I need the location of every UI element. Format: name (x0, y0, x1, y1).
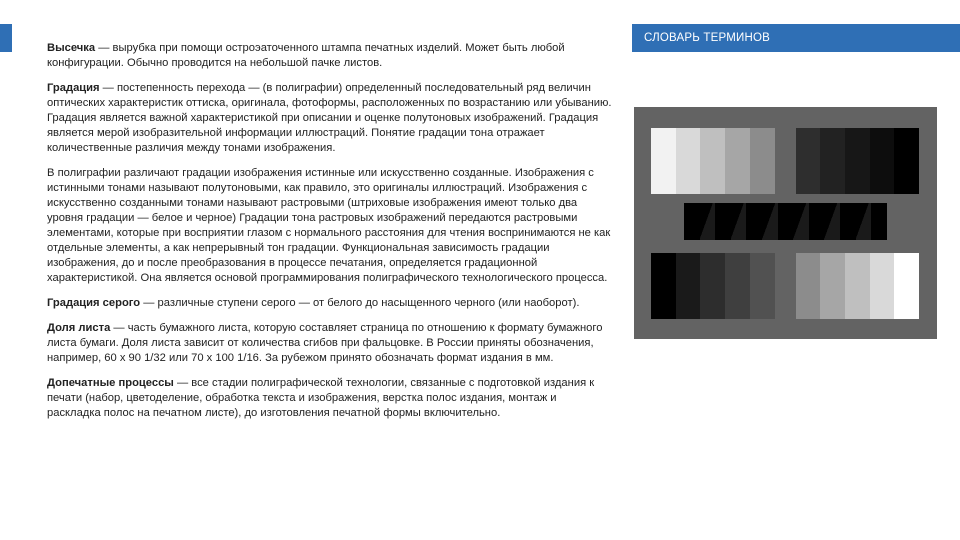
stripe-band (762, 203, 778, 240)
glossary-term: Градация (47, 82, 100, 94)
gray-step (870, 253, 895, 319)
gray-step (796, 128, 821, 194)
gray-step (870, 128, 895, 194)
glossary-entry (47, 321, 612, 366)
gray-step (894, 253, 919, 319)
glossary-entry (47, 376, 612, 421)
gray-step (845, 128, 870, 194)
gray-step (845, 253, 870, 319)
stripe-band (700, 203, 716, 240)
stripe-band (684, 203, 700, 240)
glossary-entry (47, 296, 612, 311)
glossary-definition: — различные ступени серого — от белого до насыщенного черного (или наоборот). (140, 297, 580, 309)
gray-step (700, 253, 725, 319)
gray-step (725, 253, 750, 319)
glossary-definition: — все стадии полиграфической технологии, связанные с подготовкой издания к печати (набор, цветоделение, обработка текста и изображения, верстка полос издания, монтаж и раскладка полос на печатном листе), до изготовления печатной формы включительно. (47, 377, 595, 419)
glossary-paragraph (47, 166, 612, 286)
stripe-band (746, 203, 762, 240)
gray-step (651, 253, 676, 319)
gray-step (820, 253, 845, 319)
glossary-text (47, 41, 612, 431)
glossary-term: Допечатные процессы (47, 377, 174, 389)
left-accent-bar (0, 24, 12, 52)
gray-step (676, 128, 701, 194)
stripe-band (778, 203, 794, 240)
stripe-band (840, 203, 856, 240)
stripe-band (856, 203, 872, 240)
stripe-band (793, 203, 809, 240)
stripe-band (871, 203, 887, 240)
glossary-definition: — часть бумажного листа, которую составляет страница по отношению к формату бумажного листа бумаги. Доля листа зависит от количества сгибов при фальцовке. В России приняты обозначения, например, 60 х 90 1/32 или 70 х 100 1/16. За рубежом принято обозначать формат издания в мм. (47, 322, 603, 364)
glossary-definition: — постепенность перехода — (в полиграфии) определенный последовательный ряд величин оптических характеристик оттиска, оригинала, фотоформы, расположенных по возрастанию или убыванию. Градация является важной характеристикой при описании и оценке полутоновых изображений. Градация является мерой изобразительной информации иллюстраций. Понятие градации тона отражает количественные различия между тонами изображения. (47, 82, 612, 154)
glossary-definition: — вырубка при помощи остроэаточенного штампа печатных изделий. Может быть любой конфигурации. Обычно проводится на небольшой пачке листов. (47, 42, 565, 69)
glossary-term: Доля листа (47, 322, 111, 334)
bottom-gradient-strip (651, 253, 919, 319)
gray-step (820, 128, 845, 194)
gray-step (725, 128, 750, 194)
gray-step (750, 128, 775, 194)
glossary-entry (47, 81, 612, 156)
stripe-band (809, 203, 825, 240)
glossary-entry (47, 41, 612, 71)
glossary-definition: В полиграфии различают градации изображения истинные или искусственно созданные. Изображения с истинными тонами называют полутоновыми, как правило, это оригиналы иллюстраций. Изображения с искусственно созданными тонами называют растровыми (штриховые изображения имеют только два уровня градации — белое и черное) Градации тона растровых изображений передаются растровыми элементами, которые при восприятии глазом с нормального расстояния для чтения воспринимаются не как отдельные элементы, а как непрерывный тон градации. Функциональная зависимость градации изображения, до и после преобразования в процессе печатания, определяется градационной характеристикой. Она является основой программирования полиграфического технологического процесса. (47, 167, 611, 284)
gradation-figure (634, 107, 937, 339)
stripe-band (731, 203, 747, 240)
gray-step (750, 253, 775, 319)
top-gradient-strip (651, 128, 919, 194)
sidebar-title: СЛОВАРЬ ТЕРМИНОВ (632, 24, 960, 52)
gray-step (676, 253, 701, 319)
gray-step (700, 128, 725, 194)
glossary-term: Градация серого (47, 297, 141, 309)
middle-stripe-strip (684, 203, 887, 240)
glossary-term: Высечка (47, 42, 96, 54)
stripe-band (715, 203, 731, 240)
gray-step (796, 253, 821, 319)
gray-step (651, 128, 676, 194)
gray-step (894, 128, 919, 194)
stripe-band (824, 203, 840, 240)
